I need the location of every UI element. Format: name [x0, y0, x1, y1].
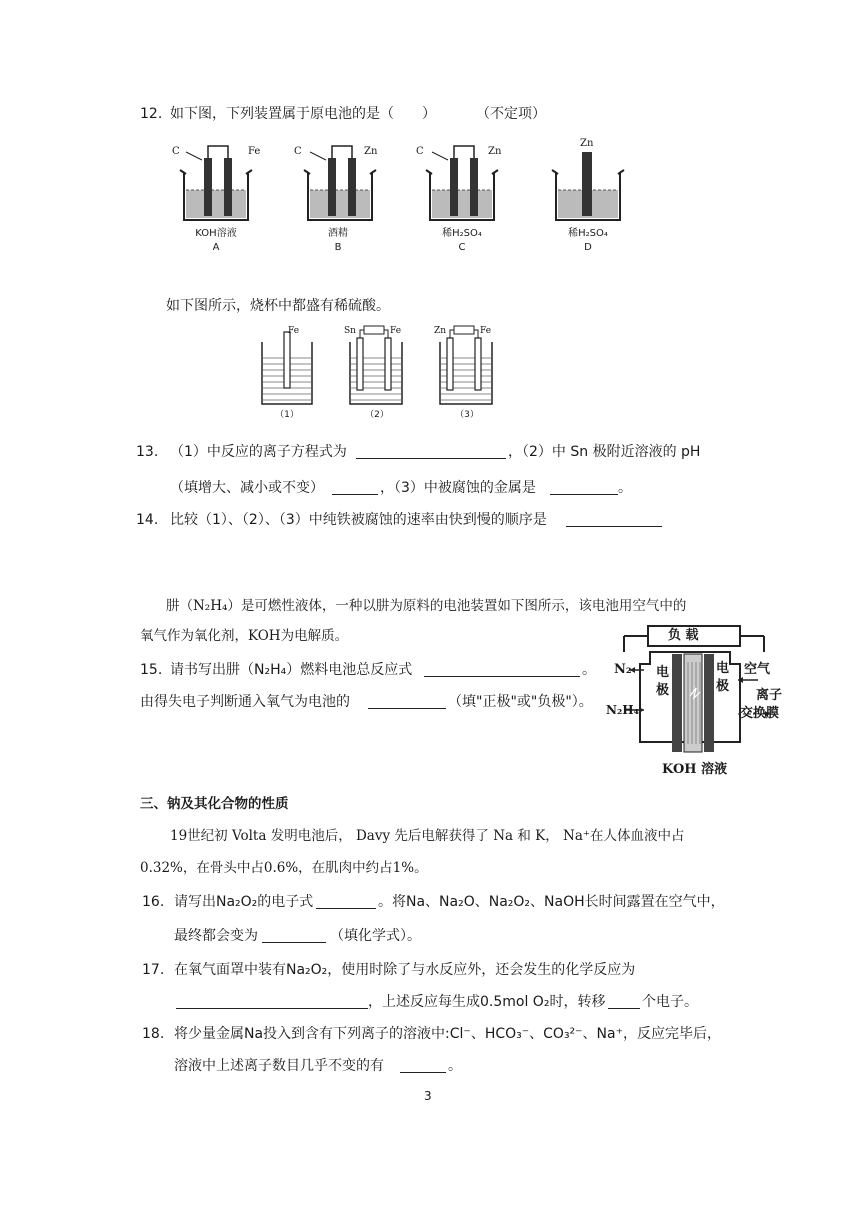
hydrazine-intro-2: 氧气作为氧化剂，KOH为电解质。	[140, 628, 349, 644]
q15-number: 15.	[140, 662, 163, 678]
q16-line1-b: 。将Na、Na₂O、Na₂O₂、NaOH长时间露置在空气中，	[378, 894, 725, 910]
fuel-cell-n2-label: N₂	[614, 662, 632, 677]
q16-line2-a: 最终都会变为	[174, 928, 258, 944]
beaker-b-right-label: Zn	[364, 146, 378, 157]
small-beaker-2-sn: Sn	[344, 326, 356, 336]
q13-answer-blank-1[interactable]	[356, 444, 506, 459]
beaker-a-left-label: C	[172, 146, 180, 157]
q17-number: 17.	[142, 962, 165, 978]
q16-answer-blank-2[interactable]	[262, 928, 326, 943]
beaker-a-letter: A	[212, 242, 220, 253]
small-beaker-2-fe: Fe	[390, 326, 402, 336]
q13-answer-blank-2[interactable]	[332, 480, 378, 495]
q15-line2-a: 由得失电子判断通入氧气为电池的	[140, 694, 350, 710]
small-beaker-1-fe: Fe	[288, 326, 300, 336]
q18-line2-b: 。	[448, 1058, 462, 1074]
beaker-a-diagram	[176, 140, 256, 224]
section3-intro-2: 0.32%，在骨头中占0.6%，在肌肉中约占1%。	[140, 860, 428, 876]
q16-number: 16.	[142, 894, 165, 910]
beaker-d-solution: 稀H₂SO₄	[568, 228, 608, 239]
q13-answer-blank-3[interactable]	[550, 480, 618, 495]
beaker-d-letter: D	[584, 242, 592, 253]
q16-answer-blank-1[interactable]	[316, 894, 376, 909]
beaker-b-left-label: C	[294, 146, 302, 157]
hydrazine-intro-1: 肼（N₂H₄）是可燃性液体，一种以肼为原料的电池装置如下图所示，该电池用空气中的	[166, 598, 687, 614]
q13-line2-a: （填增大、减小或不变）	[170, 480, 324, 496]
small-beaker-3-zn: Zn	[434, 326, 447, 336]
q17-line2-a: ，上述反应每生成0.5mol O₂时，转移	[368, 994, 606, 1010]
small-beaker-1	[258, 328, 318, 408]
q17-line2-b: 个电子。	[642, 994, 698, 1010]
section3-intro-1: 19世纪初 Volta 发明电池后， Davy 先后电解获得了 Na 和 K， Na⁺在人体血液中占	[170, 828, 685, 844]
q12-note: （不定项）	[476, 106, 546, 122]
fuel-cell-electrode-left: 电极	[656, 665, 670, 698]
small-beaker-3-label: （3）	[455, 410, 479, 420]
beaker-c-solution: 稀H₂SO₄	[442, 228, 482, 239]
beaker-d-diagram	[548, 140, 628, 224]
beaker-b-solution: 酒精	[328, 228, 348, 239]
beaker-a-right-label: Fe	[248, 146, 261, 157]
q14-text: 比较（1）、（2）、（3）中纯铁被腐蚀的速率由快到慢的顺序是	[170, 512, 547, 528]
fuel-cell-air-label: 空气	[744, 662, 771, 677]
q15-line1-end: 。	[582, 662, 596, 678]
q13-line1-a: （1）中反应的离子方程式为	[170, 444, 347, 460]
q15-answer-blank-1[interactable]	[424, 662, 580, 677]
q17-answer-blank-1[interactable]	[176, 994, 368, 1009]
q13-line2-b: ，（3）中被腐蚀的金属是	[380, 480, 536, 496]
page-number: 3	[424, 1089, 432, 1103]
q18-line2-a: 溶液中上述离子数目几乎不变的有	[174, 1058, 384, 1074]
q16-line1-a: 请写出Na₂O₂的电子式	[174, 894, 314, 910]
q12-number: 12.	[140, 106, 163, 122]
beaker-c-left-label: C	[416, 146, 424, 157]
beaker-a-solution: KOH溶液	[195, 228, 237, 239]
fuel-cell-membrane-line1: 离子	[756, 688, 783, 703]
q13-line2-c: 。	[618, 480, 632, 496]
q18-line1: 将少量金属Na投入到含有下列离子的溶液中:Cl⁻、HCO₃⁻、CO₃²⁻、Na⁺，反应完毕后，	[174, 1026, 721, 1042]
fuel-cell-koh-label: KOH 溶液	[662, 762, 728, 777]
small-beaker-3	[436, 326, 498, 408]
q14-answer-blank[interactable]	[566, 512, 662, 527]
q15-line2-b: （填"正极"或"负极"）。	[448, 694, 593, 710]
section3-title: 三、钠及其化合物的性质	[140, 796, 289, 812]
beaker-d-right-label: Zn	[580, 138, 594, 149]
beaker-c-letter: C	[458, 242, 466, 253]
beaker-b-letter: B	[334, 242, 342, 253]
small-beaker-2	[346, 326, 408, 408]
q15-answer-blank-2[interactable]	[368, 694, 446, 709]
q17-answer-blank-2[interactable]	[608, 994, 640, 1009]
q12-text: 如下图，下列装置属于原电池的是（ ）	[170, 106, 436, 122]
q14-number: 14.	[136, 512, 159, 528]
fuel-cell-membrane-line2: 交换膜	[740, 706, 780, 721]
fuel-cell-load-label: 负 载	[668, 628, 699, 643]
q13-line1-b: ，（2）中 Sn 极附近溶液的 pH	[508, 444, 701, 460]
q18-answer-blank[interactable]	[400, 1058, 446, 1073]
fuel-cell-n2h4-label: N₂H₄	[606, 703, 639, 717]
fuel-cell-electrode-right: 电极	[716, 661, 730, 694]
small-beaker-2-label: （2）	[365, 410, 389, 420]
q13-number: 13.	[136, 444, 159, 460]
q16-line2-b: （填化学式）。	[330, 928, 421, 944]
q15-line1: 请书写出肼（N₂H₄）燃料电池总反应式	[170, 662, 413, 678]
q18-number: 18.	[142, 1026, 165, 1042]
small-beaker-3-fe: Fe	[480, 326, 492, 336]
q17-line1: 在氧气面罩中装有Na₂O₂，使用时除了与水反应外，还会发生的化学反应为	[174, 962, 636, 978]
intro-dilute-sulfuric: 如下图所示，烧杯中都盛有稀硫酸。	[166, 298, 390, 314]
beaker-c-right-label: Zn	[488, 146, 502, 157]
small-beaker-1-label: （1）	[275, 410, 299, 420]
